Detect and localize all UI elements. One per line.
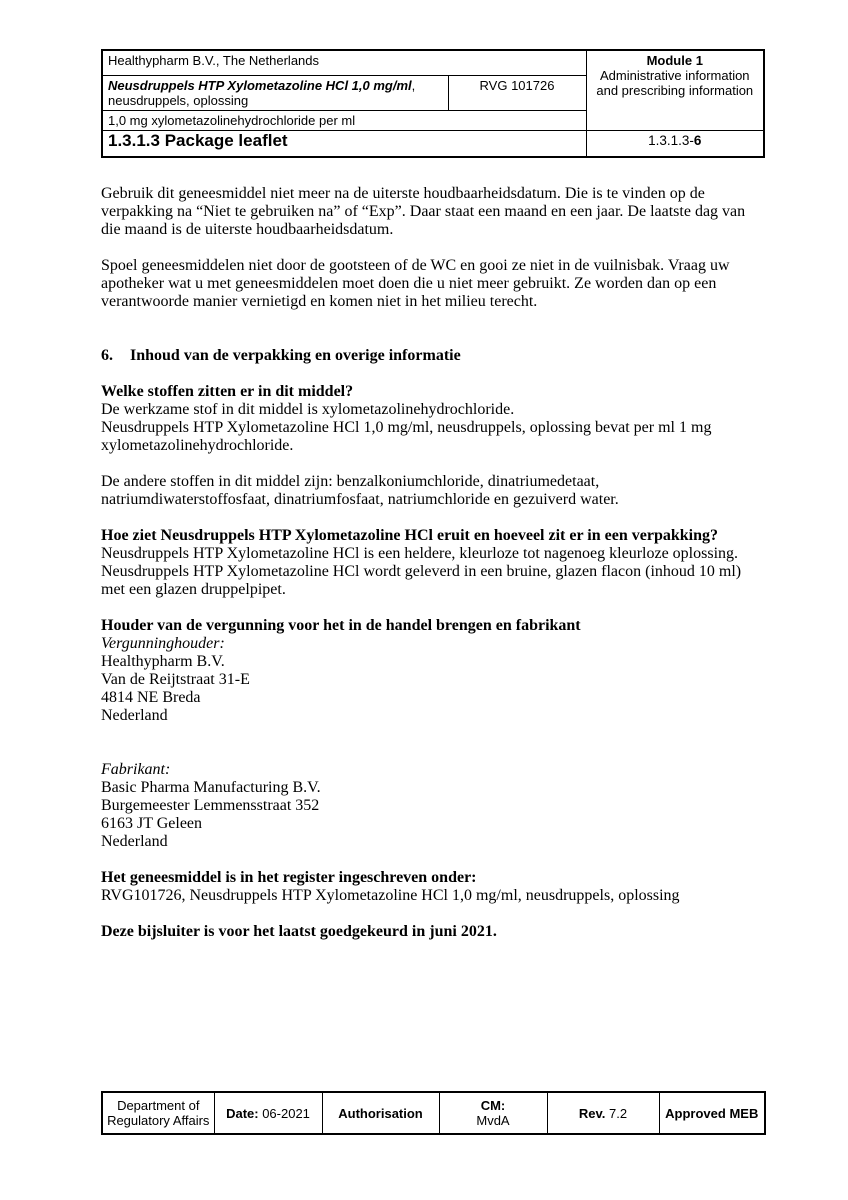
document-body: [101, 185, 765, 941]
italic-label: Fabrikant:: [101, 761, 171, 778]
strength-cell: [102, 110, 586, 130]
cm-cell: [439, 1092, 547, 1134]
paragraph: Neusdruppels HTP Xylometazoline HCl is een heldere, kleurloze tot nagenoeg kleurloze oplossing.: [101, 545, 739, 562]
header-table: [101, 49, 765, 158]
bold-heading: Hoe ziet Neusdruppels HTP Xylometazoline HCl eruit en hoeveel zit er in een verpakking?: [101, 527, 718, 544]
date-value: 06-2021: [258, 1105, 310, 1121]
blank-line: [101, 725, 765, 743]
rvg-number: RVG 101726: [479, 77, 555, 93]
product-name-line: [108, 78, 443, 93]
approved-cell: [659, 1092, 765, 1134]
product-name-separator: ,: [411, 77, 416, 93]
header-row-company: [102, 50, 764, 75]
product-name: Neusdruppels HTP Xylometazoline HCl 1,0 mg/ml: [108, 77, 412, 93]
product-form: neusdruppels, oplossing: [108, 92, 249, 108]
footer-table: [101, 1091, 766, 1135]
paragraph: De werkzame stof in dit middel is xylometazolinehydrochloride.: [101, 401, 515, 418]
date-cell: [214, 1092, 322, 1134]
paragraph: Nederland: [101, 833, 168, 850]
rev-cell: [547, 1092, 659, 1134]
date-label: Date:: [226, 1105, 259, 1121]
paragraph: Burgemeester Lemmensstraat 352: [101, 797, 320, 814]
paragraph: Neusdruppels HTP Xylometazoline HCl wordt geleverd in een bruine, glazen flacon (inhoud 10 ml) met een glazen druppelpipet.: [101, 563, 742, 598]
paragraph: Van de Reijtstraat 31-E: [101, 671, 250, 688]
authorisation-cell: [322, 1092, 439, 1134]
italic-label: Vergunninghouder:: [101, 635, 225, 652]
page-ref-number: 6: [693, 132, 702, 148]
bold-heading: Het geneesmiddel is in het register ingeschreven onder:: [101, 869, 477, 886]
module-cell: [586, 50, 764, 130]
footer-row: [102, 1092, 765, 1134]
paragraph: 6163 JT Geleen: [101, 815, 203, 832]
leaflet-title: 1.3.1.3 Package leaflet: [108, 130, 288, 150]
blank-line: [101, 509, 765, 527]
paragraph: Spoel geneesmiddelen niet door de gootsteen of de WC en gooi ze niet in de vuilnisbak. Vraag uw apotheker wat u met geneesmiddelen moet doen die u niet meer gebruikt. Ze worden dan op een verantwoorde manier vernietigd en komen niet in het milieu terecht.: [101, 257, 730, 310]
blank-line: [101, 905, 765, 923]
blank-line: [101, 851, 765, 869]
rev-label: Rev.: [578, 1105, 606, 1121]
paragraph: Gebruik dit geneesmiddel niet meer na de uiterste houdbaarheidsdatum. Die is te vinden op de verpakking na “Niet te gebruiken na” of “Exp”. Daar staat een maand en een jaar. De laatste dag van die maand is de uiterste houdbaarheidsdatum.: [101, 185, 746, 238]
blank-line: [101, 365, 765, 383]
section-title: Inhoud van de verpakking en overige informatie: [130, 347, 461, 364]
bold-heading: Houder van de vergunning voor het in de handel brengen en fabrikant: [101, 617, 581, 634]
paragraph: De andere stoffen in dit middel zijn: benzalkoniumchloride, dinatriumedetaat, natriumdiwaterstoffosfaat, dinatriumfosfaat, natriumchloride en gezuiverd water.: [101, 473, 619, 508]
module-title: Module 1: [646, 53, 703, 68]
paragraph: RVG101726, Neusdruppels HTP Xylometazoline HCl 1,0 mg/ml, neusdruppels, oplossing: [101, 887, 680, 904]
company-name: Healthypharm B.V., The Netherlands: [108, 53, 320, 68]
blank-line: [101, 329, 765, 347]
section-number: 6.: [101, 347, 113, 364]
strength-text: 1,0 mg xylometazolinehydrochloride per ml: [108, 112, 356, 128]
department-cell: [102, 1092, 214, 1134]
paragraph: Healthypharm B.V.: [101, 653, 225, 670]
section-heading: [101, 347, 765, 365]
department-line1: Department of: [117, 1098, 200, 1113]
leaflet-title-cell: [102, 130, 586, 157]
rev-value: 7.2: [605, 1105, 628, 1121]
blank-line: [101, 599, 765, 617]
rvg-cell: [448, 75, 586, 110]
paragraph: 4814 NE Breda: [101, 689, 201, 706]
header-row-leaflet: [102, 130, 764, 157]
authorisation-label: Authorisation: [338, 1105, 423, 1121]
cm-label: CM:: [480, 1098, 506, 1113]
paragraph: Neusdruppels HTP Xylometazoline HCl 1,0 mg/ml, neusdruppels, oplossing bevat per ml 1 mg xylometazolinehydrochloride.: [101, 419, 712, 454]
cm-value: MvdA: [476, 1113, 510, 1128]
company-cell: [102, 50, 586, 75]
blank-line: [101, 455, 765, 473]
department-line2: Regulatory Affairs: [107, 1113, 210, 1128]
blank-line: [101, 743, 765, 761]
page-ref-cell: [586, 130, 764, 157]
bold-heading: Welke stoffen zitten er in dit middel?: [101, 383, 354, 400]
paragraph: Nederland: [101, 707, 168, 724]
module-subtitle-line2: and prescribing information: [596, 83, 754, 98]
module-subtitle-line1: Administrative information: [599, 68, 750, 83]
approved-label: Approved MEB: [665, 1105, 759, 1121]
blank-line: [101, 239, 765, 257]
blank-line: [101, 311, 765, 329]
product-cell: [102, 75, 448, 110]
bold-heading: Deze bijsluiter is voor het laatst goedgekeurd in juni 2021.: [101, 923, 497, 940]
paragraph: Basic Pharma Manufacturing B.V.: [101, 779, 321, 796]
page-ref-prefix: 1.3.1.3-: [648, 132, 694, 148]
